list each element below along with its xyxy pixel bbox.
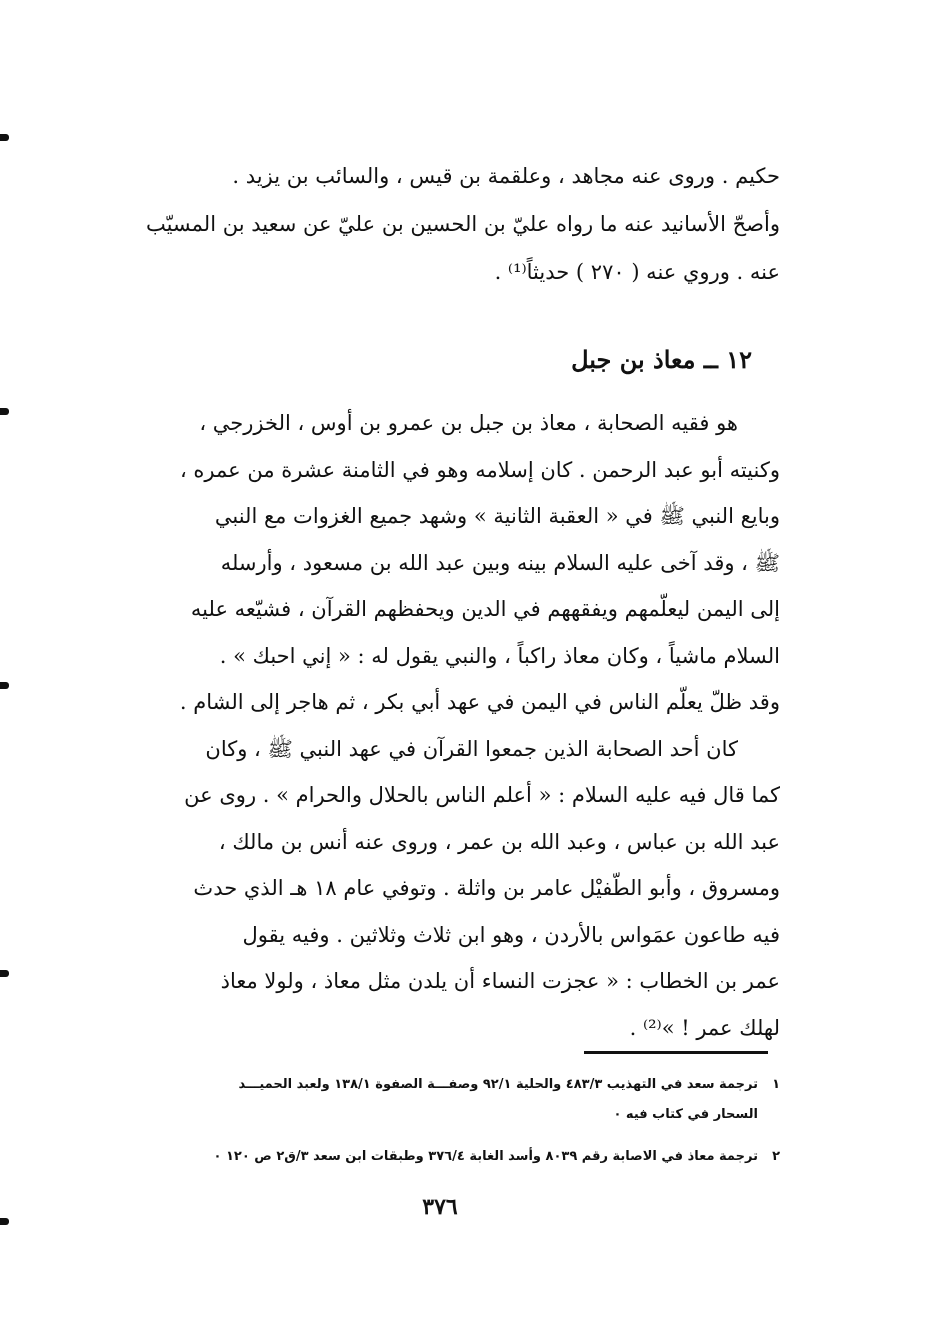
text-line: كما قال فيه عليه السلام : « أعلم الناس بالحلال والحرام » . روى عن [184,783,780,807]
footnote-separator [584,1051,768,1054]
text-line: السلام ماشياً ، وكان معاذ راكباً ، والنبي يقول له : « إني احبك » . [219,643,780,668]
text-line: وقد ظلّ يعلّم الناس في اليمن في عهد أبي بكر ، ثم هاجر إلى الشام . [179,690,780,714]
text-line: ومسروق ، وأبو الطّفيْل عامر بن واثلة . وتوفي عام ١٨ هـ الذي حدث [193,876,780,900]
page-number: ٣٧٦ [422,1194,458,1220]
scan-edge-mark [0,682,9,689]
intro-paragraph [112,152,780,296]
scan-edge-mark [0,970,9,977]
text-line: وكنيته أبو عبد الرحمن . كان إسلامه وهو في الثامنة عشرة من عمره ، [179,457,780,482]
footnote-number: ١ [772,1077,780,1092]
footnote-line: السحار في كتاب فيه ٠ [613,1107,758,1122]
footnote-number: ٢ [772,1149,780,1164]
text-line: هو فقيه الصحابة ، معاذ بن جبل بن عمرو بن أوس ، الخزرجي ، [199,411,738,435]
footnote-line: ترجمة معاذ في الاصابة رقم ٨٠٣٩ وأسد الغابة ٣٧٦/٤ وطبقات ابن سعد ٣/ق٢ ص ١٢٠ ٠ [213,1149,758,1164]
text-line: وبايع النبي ﷺ في « العقبة الثانية » وشهد جميع الغزوات مع النبي [214,504,780,528]
text-line: حكيم . وروى عنه مجاهد ، وعلقمة بن قيس ، والسائب بن يزيد . [232,164,780,188]
text-line: عبد الله بن عباس ، وعبد الله بن عمر ، وروى عنه أنس بن مالك ، [218,829,780,854]
footnotes [100,1070,780,1172]
footnote [100,1070,780,1130]
biography-paragraph [112,400,780,1051]
text-line: فيه طاعون عمَواس بالأردن ، وهو ابن ثلاث وثلاثين . وفيه يقول [242,922,780,947]
scan-edge-mark [0,134,9,141]
footnote [100,1142,780,1172]
footnote-text [100,1070,758,1130]
scan-edge-mark [0,1218,9,1225]
scan-edge-mark [0,408,9,415]
text-line: إلى اليمن ليعلّمهم ويفقههم في الدين ويحفظهم القرآن ، فشيّعه عليه [190,597,780,621]
footnote-line: ترجمة سعد في التهذيب ٤٨٣/٣ والحلية ٩٢/١ وصفـــة الصفوة ١٣٨/١ ولعبد الحميـــد [238,1077,758,1092]
text-line: عنه . وروي عنه ( ٢٧٠ ) حديثاً⁽¹⁾ . [494,260,780,284]
text-line: لهلك عمر ! »⁽²⁾ . [629,1015,780,1040]
text-line: عمر بن الخطاب : « عجزت النساء أن يلدن مثل معاذ ، ولولا معاذ [220,969,780,993]
text-line: وأصحّ الأسانيد عنه ما رواه عليّ بن الحسين بن عليّ عن سعيد بن المسيّب [145,212,780,236]
text-line: ﷺ ، وقد آخى عليه السلام بينه وبين عبد الله بن مسعود ، وأرسله [220,550,780,575]
section-heading: ١٢ ــ معاذ بن جبل [571,345,752,374]
footnote-text [100,1142,758,1172]
text-line: كان أحد الصحابة الذين جمعوا القرآن في عهد النبي ﷺ ، وكان [205,736,738,761]
